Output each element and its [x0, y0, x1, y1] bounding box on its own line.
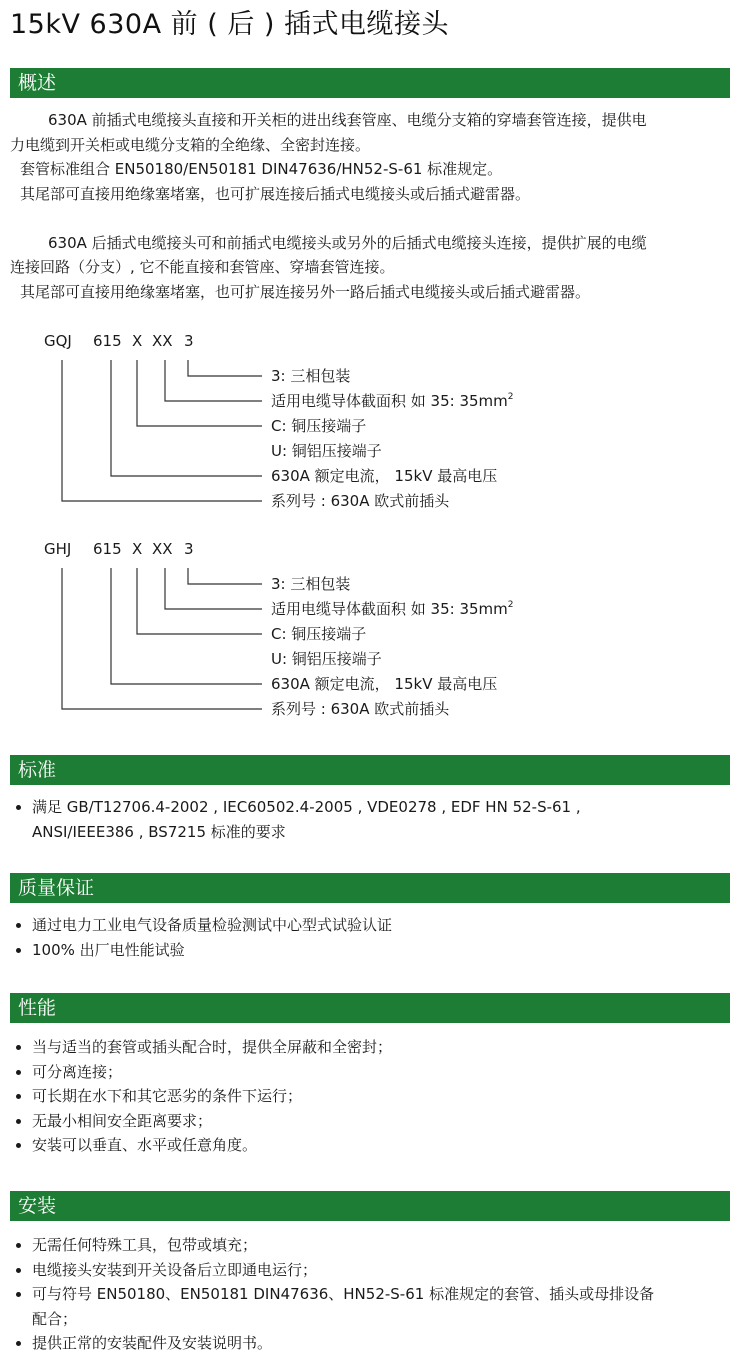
list-item [14, 1060, 730, 1085]
code-part-series: GQJ [44, 332, 72, 350]
code-label: U: 铜铝压接端子 [271, 650, 382, 668]
list-item-text: 无最小相间安全距离要求； [32, 1111, 213, 1130]
superscript: 2 [507, 600, 514, 610]
list-item-text: 通过电力工业电气设备质量检验测试中心型式试验认证 [32, 916, 393, 934]
code-label [271, 599, 514, 619]
list-item [14, 1233, 730, 1258]
code-part-series: GHJ [44, 540, 72, 558]
list-item [14, 1133, 730, 1158]
list-item-text: 可长期在水下和其它恶劣的条件下运行； [32, 1087, 303, 1105]
code-part-section: XX [152, 332, 173, 350]
code-label: 3: 三相包装 [271, 575, 351, 593]
overview-line: 其尾部可直接用绝缘塞堵塞，也可扩展连接另外一路后插式电缆接头或后插式避雷器。 [20, 282, 591, 301]
list-item-text: 无需任何特殊工具，包带或填充； [32, 1236, 258, 1254]
code-label-text: 适用电缆导体截面积 如 35: 35mm [271, 600, 508, 618]
list-item [14, 938, 730, 963]
code-part-rating: 615 [93, 332, 122, 350]
code-label: U: 铜铝压接端子 [271, 442, 382, 460]
overview-line: 其尾部可直接用绝缘塞堵塞，也可扩展连接后插式电缆接头或后插式避雷器。 [20, 184, 531, 203]
overview-line: 630A 前插式电缆接头直接和开关柜的进出线套管座、电缆分支箱的穿墙套管连接，提供电 [48, 111, 647, 129]
code-label: 系列号 : 630A 欧式前插头 [271, 700, 450, 718]
list-item [14, 1035, 730, 1060]
section-heading-performance: 性能 [10, 993, 730, 1023]
code-label: 3: 三相包装 [271, 367, 351, 385]
list-item-text: 电缆接头安装到开关设备后立即通电运行； [32, 1260, 318, 1279]
overview-line: 630A 后插式电缆接头可和前插式电缆接头或另外的后插式电缆接头连接，提供扩展的电缆 [48, 233, 647, 252]
list-item-text: ANSI/IEEE386 , BS7215 标准的要求 [32, 822, 286, 841]
code-label: C: 铜压接端子 [271, 417, 367, 435]
list-item [14, 795, 730, 844]
list-item-text: 可与符号 EN50180、EN50181 DIN47636、HN52-S-61 标准规定的套管、插头或母排设备 [32, 1285, 655, 1303]
code-part-terminal: X [132, 332, 143, 350]
code-row-rear [44, 539, 244, 559]
code-label-text: 适用电缆导体截面积 如 35: 35mm [271, 392, 508, 410]
superscript: 2 [507, 392, 514, 402]
code-label: 系列号 : 630A 欧式前插头 [271, 492, 450, 510]
section-heading-quality: 质量保证 [10, 873, 730, 903]
list-item [14, 1331, 730, 1356]
standards-list [14, 795, 730, 844]
list-item [14, 1282, 730, 1331]
code-label: C: 铜压接端子 [271, 625, 367, 643]
list-item-text: 当与适当的套管或插头配合时，提供全屏蔽和全密封； [32, 1038, 393, 1056]
list-item [14, 1084, 730, 1109]
list-item-text: 100% 出厂电性能试验 [32, 940, 185, 959]
list-item-text: 提供正常的安装配件及安装说明书。 [32, 1334, 273, 1352]
code-part-phase: 3 [184, 540, 194, 558]
list-item-text: 满足 GB/T12706.4-2002 , IEC60502.4-2005 , VDE0278 , EDF HN 52-S-61 , [32, 798, 581, 816]
quality-list [14, 913, 730, 962]
section-heading-installation: 安装 [10, 1191, 730, 1221]
code-part-terminal: X [132, 540, 143, 558]
code-part-phase: 3 [184, 332, 194, 350]
overview-line: 连接回路（分支）, 它不能直接和套管座、穿墙套管连接。 [10, 258, 395, 276]
section-heading-standards: 标准 [10, 755, 730, 785]
page-title: 15kV 630A 前 ( 后 ) 插式电缆接头 [10, 9, 450, 40]
list-item [14, 1258, 730, 1283]
section-heading-overview: 概述 [10, 68, 730, 98]
list-item [14, 913, 730, 938]
code-part-section: XX [152, 540, 173, 558]
overview-line: 套管标准组合 EN50180/EN50181 DIN47636/HN52-S-61 标准规定。 [20, 160, 503, 178]
code-label [271, 391, 514, 411]
overview-line: 力电缆到开关柜或电缆分支箱的全绝缘、全密封连接。 [10, 135, 371, 154]
performance-list [14, 1035, 730, 1158]
list-item-text: 配合； [32, 1309, 78, 1328]
code-label: 630A 额定电流， 15kV 最高电压 [271, 467, 498, 485]
list-item [14, 1109, 730, 1134]
list-item-text: 可分离连接； [32, 1062, 123, 1081]
installation-list [14, 1233, 730, 1356]
code-row-front [44, 331, 244, 351]
code-part-rating: 615 [93, 540, 122, 558]
list-item-text: 安装可以垂直、水平或任意角度。 [32, 1136, 258, 1154]
code-label: 630A 额定电流， 15kV 最高电压 [271, 675, 498, 693]
